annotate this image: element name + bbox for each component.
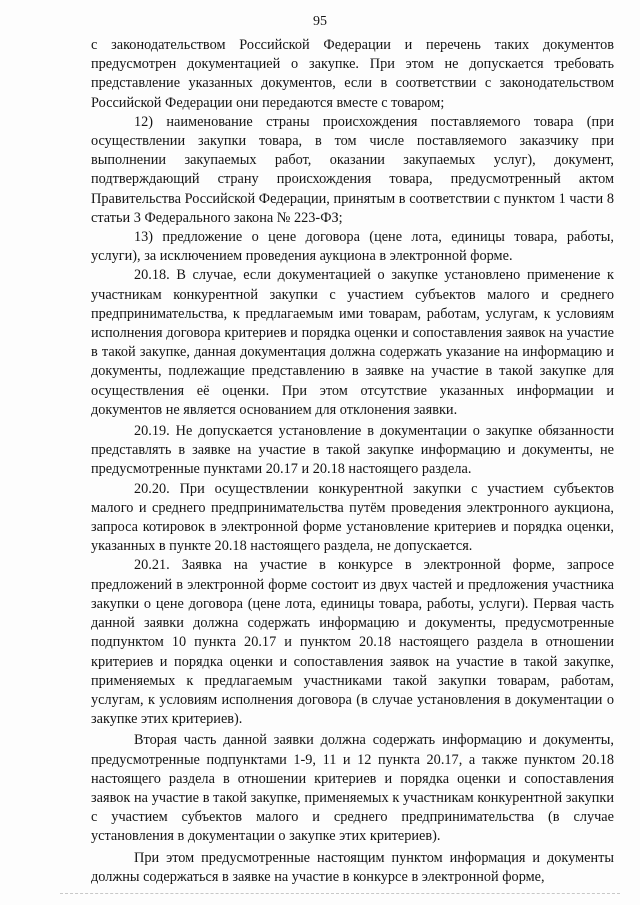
paragraph-item-13: 13) предложение о цене договора (цене лота, единицы товара, работы, услуги), за исключением проведения аукциона в электронной форме.: [91, 229, 614, 265]
page-bottom-edge: [60, 893, 620, 894]
paragraph-final: При этом предусмотренные настоящим пунктом информация и документы должны содержаться в заявке на участие в конкурсе в электронной форме,: [91, 849, 614, 885]
paragraph-20-21: 20.21. Заявка на участие в конкурсе в электронной форме, запросе предложений в электронной форме состоит из двух частей и предложения участника закупки о цене договора (цене лота, единицы товара, работы, услуги). Первая часть данной заявки должна содержать информацию и документы, предусмотренные подпунктом 10 пункта 20.17 и пунктом 20.18 настоящего раздела в отношении критериев и порядка оценки и сопоставления заявок на участие в такой закупке, применяемых к предлагаемым участниками такой закупки товарам, работам, услугам, к условиям исполнения договора (в случае установления в документации о закупке этих критериев).: [91, 557, 614, 728]
paragraph-item-12: 12) наименование страны происхождения поставляемого товара (при осуществлении закупки товара, в том числе поставляемого заказчику при выполнении закупаемых работ, оказании закупаемых услуг), документ, подтверждающий страну происхождения товара, предусмотренный актом Правительства Российской Федерации, принятым в соответствии с пунктом 1 части 8 статьи 3 Федерального закона № 223-ФЗ;: [91, 113, 614, 226]
paragraph-20-19: 20.19. Не допускается установление в документации о закупке обязанности представлять в заявке на участие в такой закупке информацию и документы, не предусмотренные пунктами 20.17 и 20.18 настоящего раздела.: [91, 423, 614, 478]
paragraph-continuation: с законодательством Российской Федерации и перечень таких документов предусмотрен документацией о закупке. При этом не допускается требовать представление указанных документов, если в соответствии с законодательством Российской Федерации они передаются вместе с товаром;: [91, 37, 614, 111]
paragraph-20-18: 20.18. В случае, если документацией о закупке установлено применение к участникам конкурентной закупки с участием субъектов малого и среднего предпринимательства, к предлагаемым ими товарам, работам, услугам, к условиям исполнения договора критериев и порядка оценки и сопоставления заявок на участие в такой закупке, данная документация должна содержать указание на информацию и документы, подлежащие представлению в заявке на участие в такой закупке для осуществления её оценки. При этом отсутствие указанных информации и документов не является основанием для отклонения заявки.: [91, 267, 614, 418]
page-number: 95: [313, 14, 327, 29]
document-body: [91, 36, 614, 887]
paragraph-20-20: 20.20. При осуществлении конкурентной закупки с участием субъектов малого и среднего предпринимательства путём проведения электронного аукциона, запроса котировок в электронной форме установление критериев и порядка оценки, указанных в пункте 20.18 настоящего раздела, не допускается.: [91, 480, 614, 555]
paragraph-second-part: Вторая часть данной заявки должна содержать информацию и документы, предусмотренные подпунктами 1-9, 11 и 12 пункта 20.17, а также пунктом 20.18 настоящего раздела в отношении критериев и порядка оценки и сопоставления заявок на участие в такой закупке, применяемых к участникам конкурентной закупки с участием субъектов малого и среднего предпринимательства (в случае установления в документации о закупке этих критериев).: [91, 732, 614, 845]
